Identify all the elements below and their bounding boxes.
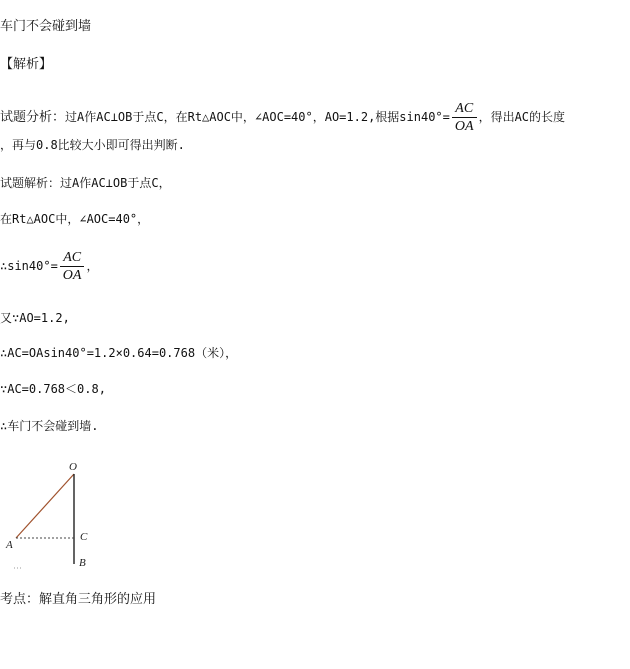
analysis-label: 试题分析： <box>0 110 66 125</box>
section-title-text: 【解析】 <box>0 57 53 72</box>
solution-frac-num: AC <box>60 250 85 267</box>
analysis-frac-num: AC <box>452 101 477 118</box>
analysis-line-2 <box>0 137 185 153</box>
analysis-frac-den: OA <box>454 119 474 134</box>
solution-line-5 <box>0 345 237 361</box>
segment-OA <box>16 474 74 538</box>
solution-line-3-post: ， <box>86 259 99 273</box>
label-C: C <box>80 531 88 543</box>
answer-text: 车门不会碰到墙 <box>0 19 92 34</box>
solution-line-1-text: 试题解析：过A作AC⊥OB于点C， <box>0 176 171 190</box>
analysis-line-1 <box>0 100 565 135</box>
label-O: O <box>69 461 77 473</box>
knowledge-point-text: 考点：解直角三角形的应用 <box>0 592 157 607</box>
solution-line-7-text: ∴车门不会碰到墙. <box>0 419 99 433</box>
analysis-line-2-text: ，再与0.8比较大小即可得出判断. <box>0 138 185 152</box>
solution-line-2-text: 在Rt△AOC中，∠AOC=40°， <box>0 212 150 226</box>
solution-fraction <box>60 250 85 283</box>
solution-line-6-text: ∵AC=0.768＜0.8, <box>0 382 106 396</box>
solution-line-4-text: 又∵AO=1.2, <box>0 311 70 325</box>
geometry-figure <box>0 456 120 576</box>
label-A: A <box>6 539 13 551</box>
solution-line-2 <box>0 211 149 227</box>
label-B: B <box>79 557 86 569</box>
analysis-part2: ，得出AC的长度 <box>478 110 566 124</box>
solution-line-7 <box>0 418 98 434</box>
solution-line-6 <box>0 381 106 397</box>
answer-line <box>0 19 91 35</box>
analysis-fraction <box>452 101 477 134</box>
analysis-part1: 过A作AC⊥OB于点C，在Rt△AOC中，∠AOC=40°，AO=1.2,根据sin40°= <box>65 110 450 124</box>
solution-line-1 <box>0 175 171 191</box>
solution-line-5-text: ∴AC=OAsin40°=1.2×0.64=0.768（米）， <box>0 346 238 360</box>
knowledge-point <box>0 592 156 608</box>
solution-line-3 <box>0 249 98 283</box>
solution-line-3-pre: ∴sin40°= <box>0 259 58 273</box>
section-title <box>0 57 52 73</box>
solution-frac-den: OA <box>62 268 82 283</box>
solution-line-4 <box>0 310 70 326</box>
